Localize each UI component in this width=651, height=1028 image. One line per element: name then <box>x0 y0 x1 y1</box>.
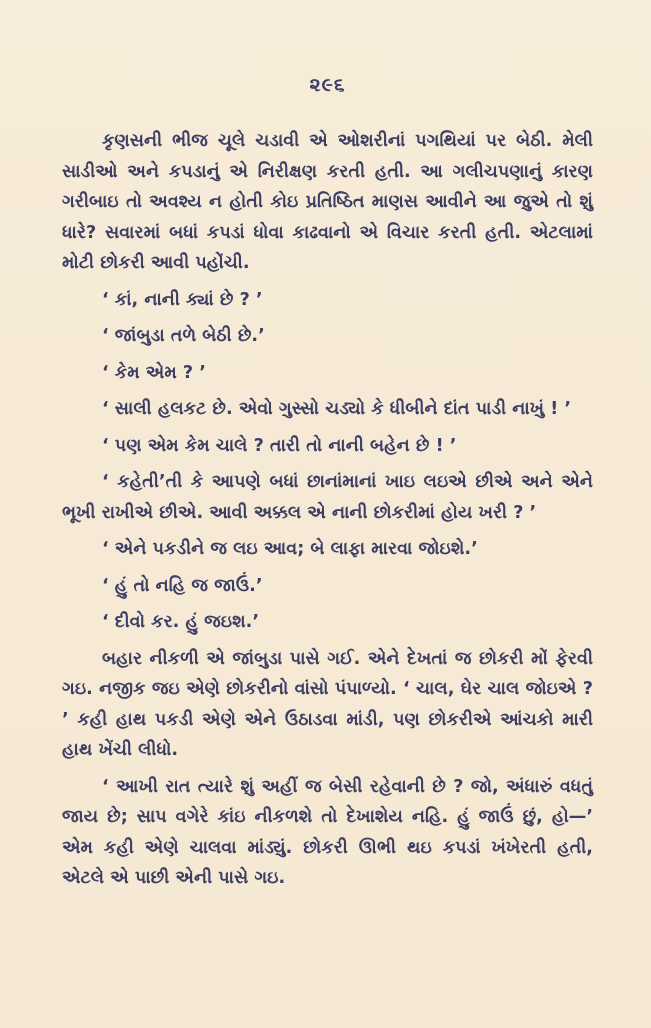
page-text <box>62 126 593 894</box>
dialogue-line-7: ‘ એને પકડીને જ લઇ આવ; બે લાફા મારવા જોઇશે.’ <box>102 539 478 559</box>
dialogue-line-8: ‘ હું તો નહિ જ જાઉં.’ <box>102 575 263 596</box>
paragraph-2: બહાર નીકળી એ જાંબુડા પાસે ગઈ. એને દેખતાં જ છોકરી મોં ફેરવી ગઇ. નજીક જઇ એણે છોકરીનો વાંસો પંપાળ્યો. ‘ ચાલ, ઘેર ચાલ જોઇએ ? ’ કહી હાથ પકડી એણે એને ઉઠાડવા માંડી, પણ છોકરીએ આંચકો મારી હાથ ખેંચી લીધો. <box>62 648 593 760</box>
dialogue-line-1: ‘ કાં, નાની ક્યાં છે ? ’ <box>102 289 263 310</box>
dialogue-line-2: ‘ જાંબુડા તળે બેઠી છે.’ <box>102 326 265 346</box>
page-number: ૨૯૬ <box>309 74 346 96</box>
dialogue-line-3: ‘ કેમ એમ ? ’ <box>102 362 206 383</box>
paragraph-3: ‘ આખી રાત ત્યારે શું અહીં જ બેસી રહેવાની છે ? જો, અંધારું વધતું જાય છે; સાપ વગેરે કાંઇ નીકળશે તો દેખાશેય નહિ. હું જાઉં છું, હો—’ એમ કહી એણે ચાલવા માંડ્યું. છોકરી ઊભી થઇ કપડાં ખંખેરતી હતી, એટલે એ પાછી એની પાસે ગઇ. <box>62 776 593 888</box>
paragraph-1: કૃણસની ભીજ ચૂલે ચડાવી એ ઓશરીનાં પગથિયાં પર બેઠી. મેલી સાડીઓ અને કપડાનું એ નિરીક્ષણ કરતી હતી. આ ગલીચપણાનું કારણ ગરીબાઇ તો અવશ્ય ન હોતી કોઇ પ્રતિષ્ઠિત માણસ આવીને આ જુએ તો શું ધારે? સવારમાં બધાં કપડાં ધોવા કાઢવાનો એ વિચાર કરતી હતી. એટલામાં મોટી છોકરી આવી પહોંચી. <box>62 131 593 273</box>
dialogue-line-5: ‘ પણ એમ કેમ ચાલે ? તારી તો નાની બહેન છે ! ’ <box>102 435 457 456</box>
dialogue-line-6: ‘ કહેતી’તી કે આપણે બધાં છાનાંમાનાં ખાઇ લઇએ છીએ અને એને ભૂખી રાખીએ છીએ. આવી અક્કલ એ નાની છોકરીમાં હોય ખરી ? ’ <box>62 472 593 523</box>
dialogue-line-4: ‘ સાલી હલકટ છે. એવો ગુસ્સો ચડ્યો કે ધીબીને દાંત પાડી નાખું ! ’ <box>102 399 572 419</box>
dialogue-line-9: ‘ દીવો કર. હું જઇશ.’ <box>102 612 260 632</box>
